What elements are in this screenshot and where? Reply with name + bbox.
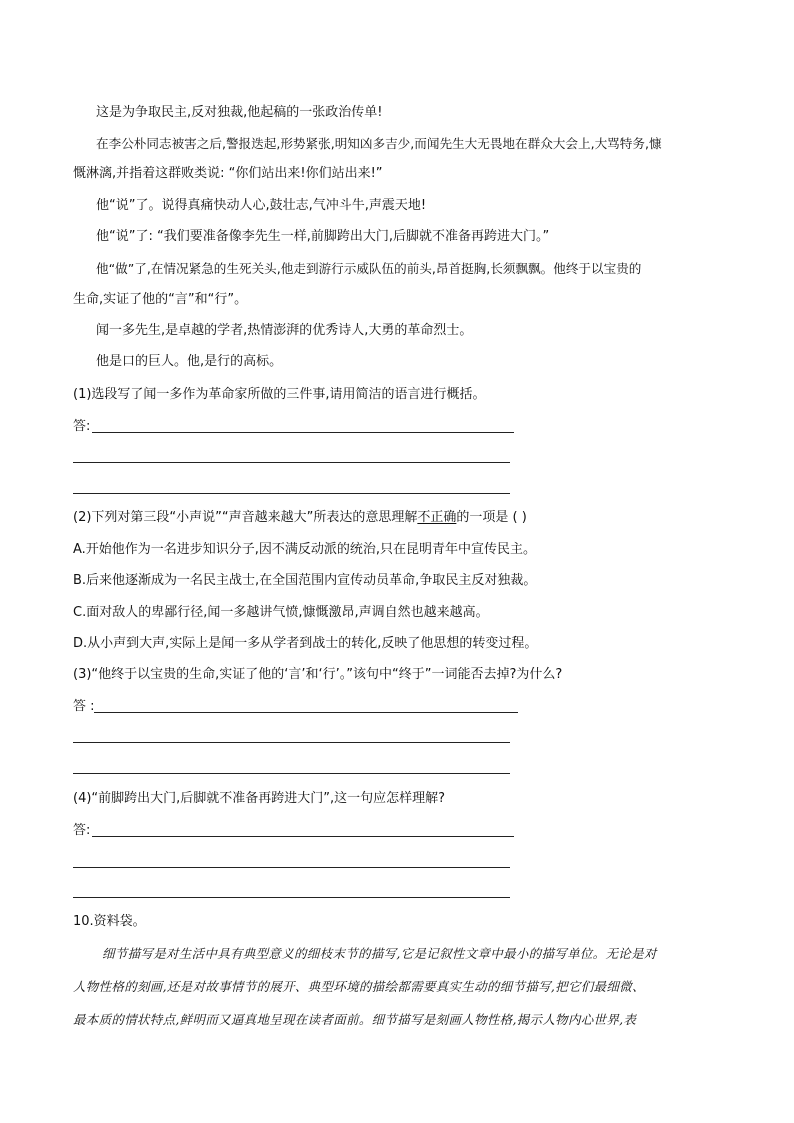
answer-line-1c[interactable] xyxy=(73,493,510,494)
question-2-prefix: (2)下列对第三段“小声说”“声音越来越大”所表达的意思理解 xyxy=(73,510,418,525)
passage-paragraph-5-line-1: 他“做”了,在情况紧急的生死关头,他走到游行示威队伍的前头,昂首挺胸,长须飘飘。他终于以宝贵的 xyxy=(96,261,642,276)
passage-paragraph-2-line-2: 慨淋漓,并指着这群败类说: “你们站出来!你们站出来!” xyxy=(73,166,383,181)
answer-line-4c[interactable] xyxy=(73,897,510,898)
answer-line-4a[interactable] xyxy=(92,836,514,837)
question-1: (1)选段写了闻一多作为革命家所做的三件事,请用简洁的语言进行概括。 xyxy=(73,387,486,402)
section-10-heading: 10.资料袋。 xyxy=(73,914,146,929)
material-line-2: 人物性格的刻画,还是对故事情节的展开、典型环境的描绘都需要真实生动的细节描写,把它们最细微、 xyxy=(73,979,645,994)
passage-paragraph-1: 这是为争取民主,反对独裁,他起稿的一张政治传单! xyxy=(96,105,383,120)
answer-line-4b[interactable] xyxy=(73,867,510,868)
answer-line-1b[interactable] xyxy=(73,462,510,463)
passage-paragraph-7: 他是口的巨人。他,是行的高标。 xyxy=(96,354,283,369)
option-b[interactable]: B.后来他逐渐成为一名民主战士,在全国范围内宣传动员革命,争取民主反对独裁。 xyxy=(73,573,537,588)
material-line-1: 细节描写是对生活中具有典型意义的细枝末节的描写,它是记叙性文章中最小的描写单位。无论是对 xyxy=(102,946,657,961)
question-2-underlined: 不正确 xyxy=(417,510,457,525)
answer-label-4: 答: xyxy=(73,823,91,838)
option-a[interactable]: A.开始他作为一名进步知识分子,因不满反动派的统治,只在昆明青年中宣传民主。 xyxy=(73,542,537,557)
option-d[interactable]: D.从小声到大声,实际上是闻一多从学者到战士的转化,反映了他思想的转变过程。 xyxy=(73,636,538,651)
question-2 xyxy=(73,509,527,527)
answer-line-3b[interactable] xyxy=(73,742,510,743)
answer-line-3c[interactable] xyxy=(73,773,510,774)
question-3: (3)“他终于以宝贵的生命,实证了他的‘言’和‘行’。”该句中“终于”一词能否去掉?为什么? xyxy=(73,667,563,682)
passage-paragraph-2-line-1: 在李公朴同志被害之后,警报迭起,形势紧张,明知凶多吉少,而闻先生大无畏地在群众大会上,大骂特务,慷 xyxy=(96,136,662,151)
passage-paragraph-3: 他“说”了。说得真痛快动人心,鼓壮志,气冲斗牛,声震天地! xyxy=(96,198,427,213)
answer-line-3a[interactable] xyxy=(94,712,518,713)
answer-line-1a[interactable] xyxy=(92,432,514,433)
answer-label-3: 答 : xyxy=(73,699,95,714)
passage-paragraph-5-line-2: 生命,实证了他的“言”和“行”。 xyxy=(73,292,248,307)
option-c[interactable]: C.面对敌人的卑鄙行径,闻一多越讲气愤,慷慨激昂,声调自然也越来越高。 xyxy=(73,605,489,620)
answer-label-1: 答: xyxy=(73,419,91,434)
question-4: (4)“前脚跨出大门,后脚就不准备再跨进大门”,这一句应怎样理解? xyxy=(73,791,446,806)
passage-paragraph-6: 闻一多先生,是卓越的学者,热情澎湃的优秀诗人,大勇的革命烈士。 xyxy=(96,323,473,338)
question-2-suffix: 的一项是 ( ) xyxy=(456,510,527,525)
material-line-3: 最本质的情状特点,鲜明而又逼真地呈现在读者面前。细节描写是刻画人物性格,揭示人物内心世界,表 xyxy=(73,1012,637,1027)
passage-paragraph-4: 他“说”了: “我们要准备像李先生一样,前脚跨出大门,后脚就不准备再跨进大门。” xyxy=(96,229,550,244)
